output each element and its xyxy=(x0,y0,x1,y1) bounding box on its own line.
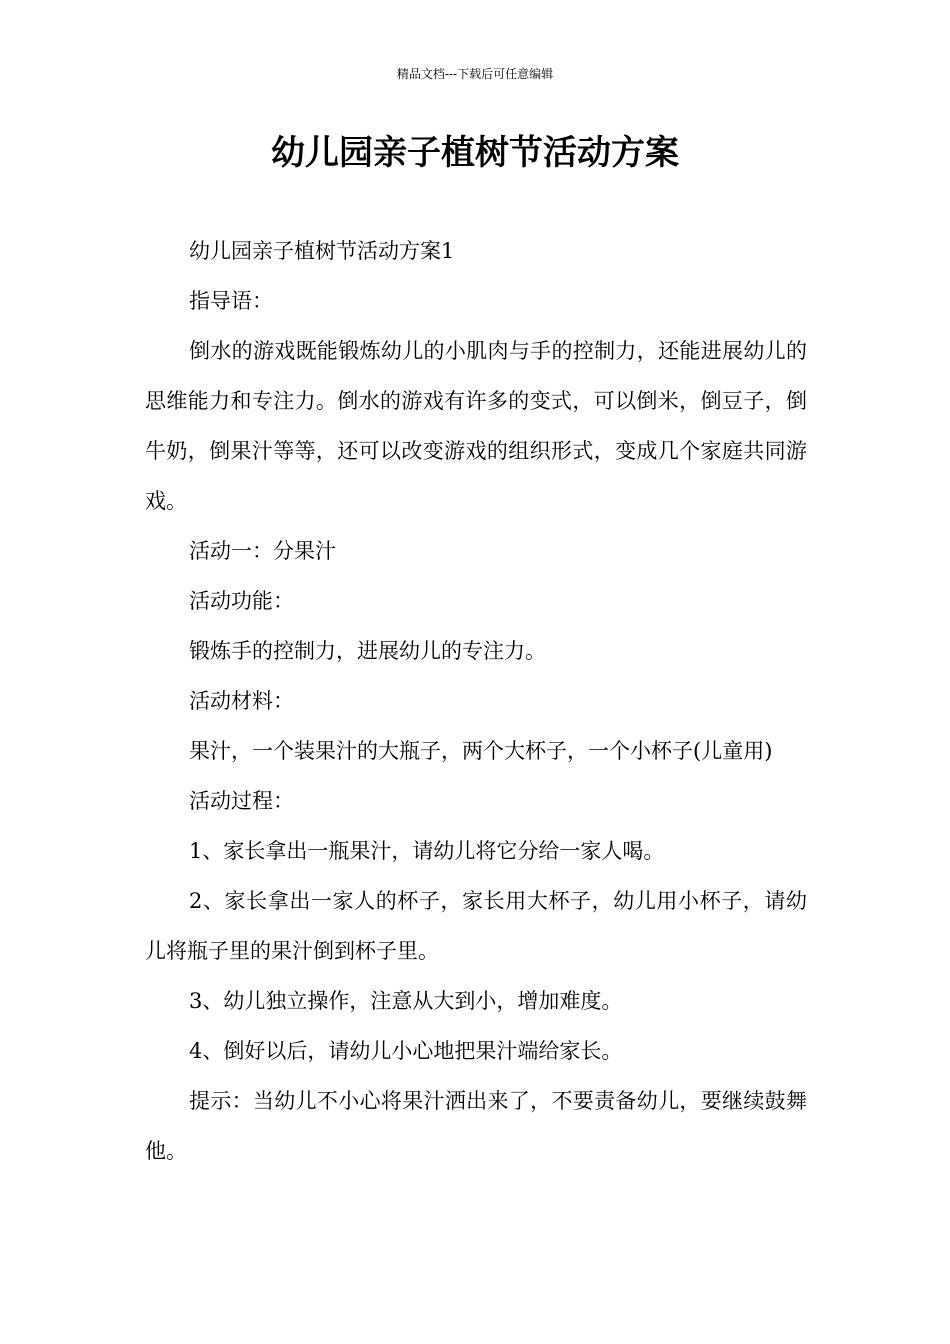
process-step: 4、倒好以后，请幼儿小心地把果汁端给家长。 xyxy=(189,1039,623,1063)
process-step: 1、家长拿出一瓶果汁，请幼儿将它分给一家人喝。 xyxy=(189,839,665,863)
function-paragraph: 锻炼手的控制力，进展幼儿的专注力。 xyxy=(189,639,546,663)
process-label: 活动过程： xyxy=(189,789,294,813)
materials-paragraph: 果汁，一个装果汁的大瓶子，两个大杯子，一个小杯子(儿童用) xyxy=(189,739,773,763)
page-title: 幼儿园亲子植树节活动方案 xyxy=(271,133,679,173)
function-label: 活动功能： xyxy=(189,589,294,613)
activity-title: 活动一：分果汁 xyxy=(189,539,336,563)
materials-label: 活动材料： xyxy=(189,689,294,713)
guide-paragraph: 倒水的游戏既能锻炼幼儿的小肌肉与手的控制力，还能进展幼儿的思维能力和专注力。倒水的游戏有许多的变式，可以倒米，倒豆子，倒牛奶，倒果汁等等，还可以改变游戏的组织形式，变成几个家庭共同游戏。 xyxy=(145,339,807,513)
section-heading: 幼儿园亲子植树节活动方案1 xyxy=(189,239,455,263)
process-step: 2、家长拿出一家人的杯子，家长用大杯子，幼儿用小杯子，请幼儿将瓶子里的果汁倒到杯子里。 xyxy=(145,889,807,963)
header-note: 精品文档---下载后可任意编辑 xyxy=(396,67,554,81)
guide-label: 指导语： xyxy=(189,289,273,313)
document-body xyxy=(145,226,807,1176)
process-step: 3、幼儿独立操作，注意从大到小，增加难度。 xyxy=(189,989,623,1013)
tip-paragraph: 提示：当幼儿不小心将果汁洒出来了，不要责备幼儿，要继续鼓舞他。 xyxy=(145,1089,807,1163)
